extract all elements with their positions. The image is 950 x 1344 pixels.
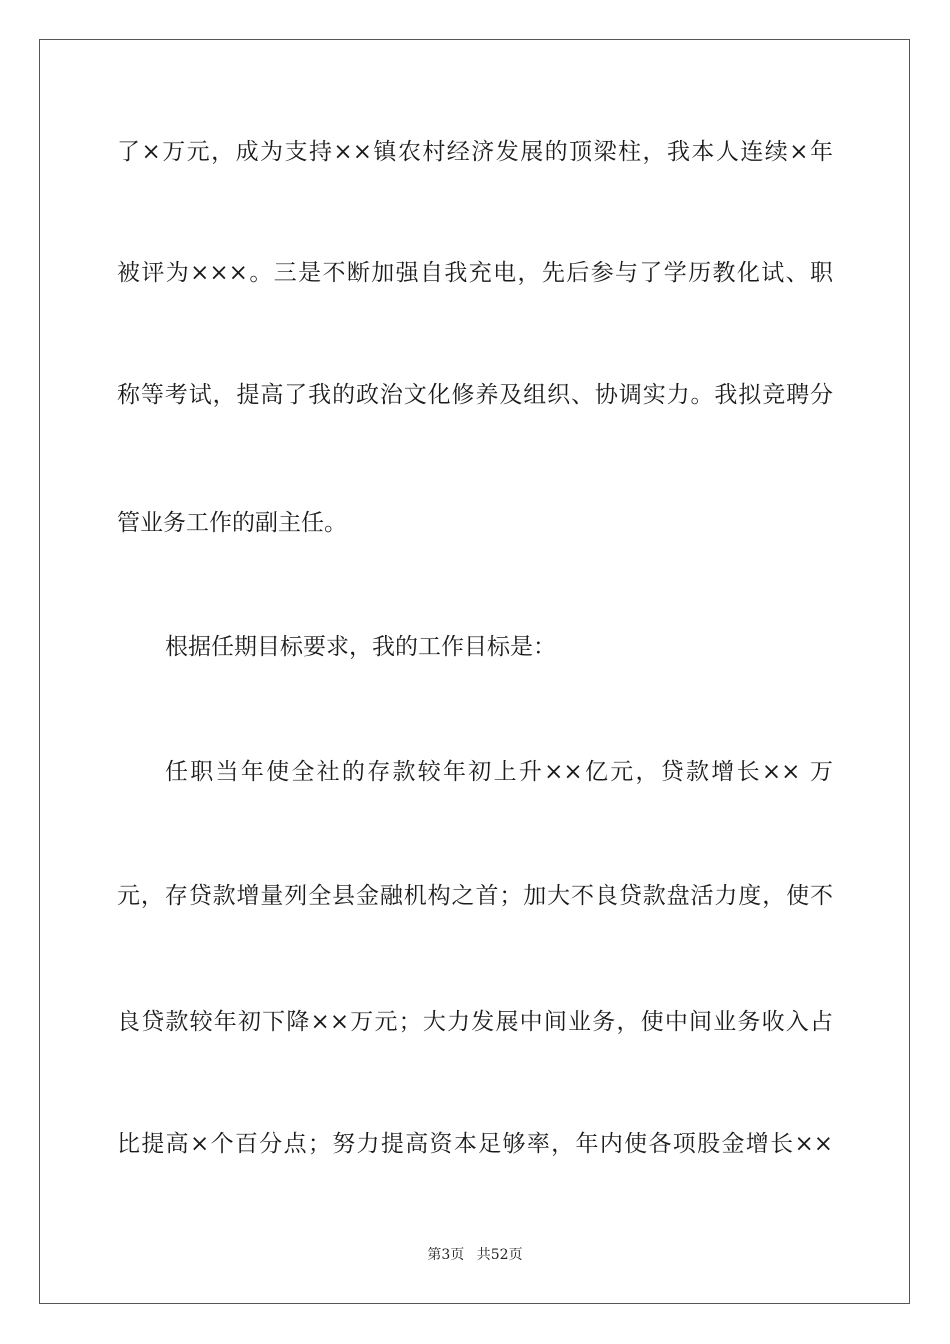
text-line: 称等考试，提高了我的政治文化修养及组织、协调实力。我拟竞聘分 <box>117 382 833 408</box>
text-line: 良贷款较年初下降××万元；大力发展中间业务，使中间业务收入占 <box>117 1009 833 1035</box>
paragraph-start: 任职当年使全社的存款较年初上升××亿元，贷款增长×× 万 <box>165 759 833 785</box>
page-border <box>39 39 910 1304</box>
text-line: 被评为×××。三是不断加强自我充电，先后参与了学历教化试、职 <box>117 260 833 286</box>
page-total: 共52页 <box>476 1247 523 1263</box>
text-line: 元，存贷款增量列全县金融机构之首；加大不良贷款盘活力度，使不 <box>117 883 833 909</box>
text-line: 了×万元，成为支持××镇农村经济发展的顶梁柱，我本人连续×年 <box>117 139 833 165</box>
page-footer <box>0 1246 950 1264</box>
text-line: 管业务工作的副主任。 <box>117 510 347 536</box>
paragraph-start: 根据任期目标要求，我的工作目标是： <box>165 634 556 660</box>
text-line: 比提高×个百分点；努力提高资本足够率，年内使各项股金增长×× <box>117 1131 833 1157</box>
page-number: 第3页 <box>427 1247 465 1263</box>
